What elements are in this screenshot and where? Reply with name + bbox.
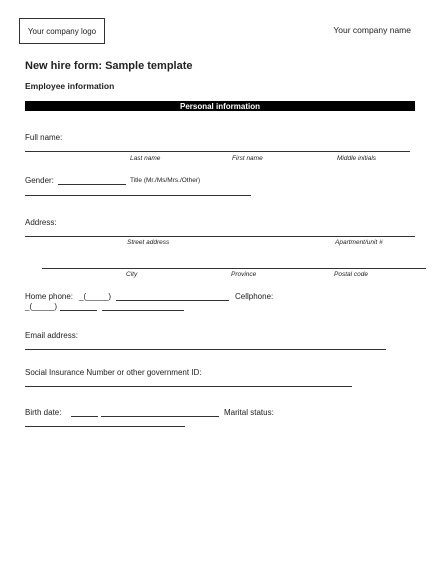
email-field[interactable] — [25, 349, 386, 350]
address-label: Address: — [25, 218, 57, 227]
marital-status-field[interactable] — [25, 426, 185, 427]
home-phone-field[interactable] — [116, 300, 229, 301]
sin-label: Social Insurance Number or other government ID: — [25, 368, 202, 377]
city-province-postal-field[interactable] — [42, 268, 426, 269]
section-title: Employee information — [25, 81, 115, 91]
postal-code-caption: Postal code — [334, 271, 368, 278]
city-caption: City — [126, 271, 138, 278]
title-field[interactable] — [25, 195, 251, 196]
first-name-caption: First name — [232, 155, 263, 162]
birth-date-field-part1[interactable] — [71, 416, 98, 417]
cellphone-prefix: _(_____) — [25, 302, 58, 311]
marital-status-label: Marital status: — [224, 408, 274, 417]
cellphone-field-part2[interactable] — [102, 310, 184, 311]
title-label: Title (Mr./Ms/Mrs./Other) — [130, 177, 201, 184]
street-address-field[interactable] — [25, 236, 415, 237]
cellphone-label: Cellphone: — [235, 292, 274, 301]
section-bar-text: Personal information — [179, 101, 260, 111]
form-title: New hire form: Sample template — [25, 60, 193, 72]
email-label: Email address: — [25, 331, 78, 340]
full-name-label: Full name: — [25, 133, 63, 142]
home-phone-label: Home phone: — [25, 292, 74, 301]
company-logo-text: Your company logo — [27, 26, 97, 36]
province-caption: Province — [231, 271, 257, 278]
sin-field[interactable] — [25, 386, 352, 387]
birth-date-label: Birth date: — [25, 408, 62, 417]
cellphone-field-part1[interactable] — [60, 310, 97, 311]
birth-date-field-part2[interactable] — [101, 416, 219, 417]
gender-label: Gender: — [25, 176, 54, 185]
street-address-caption: Street address — [127, 239, 170, 246]
last-name-caption: Last name — [130, 155, 161, 162]
full-name-field[interactable] — [25, 151, 410, 152]
apartment-caption: Apartment/unit # — [335, 239, 383, 246]
middle-initials-caption: Middle initials — [337, 155, 377, 162]
gender-field[interactable] — [58, 184, 126, 185]
home-phone-prefix: _(_____) — [79, 292, 112, 301]
section-bar — [25, 101, 415, 111]
company-name: Your company name — [333, 25, 411, 35]
company-logo-placeholder — [19, 18, 105, 44]
